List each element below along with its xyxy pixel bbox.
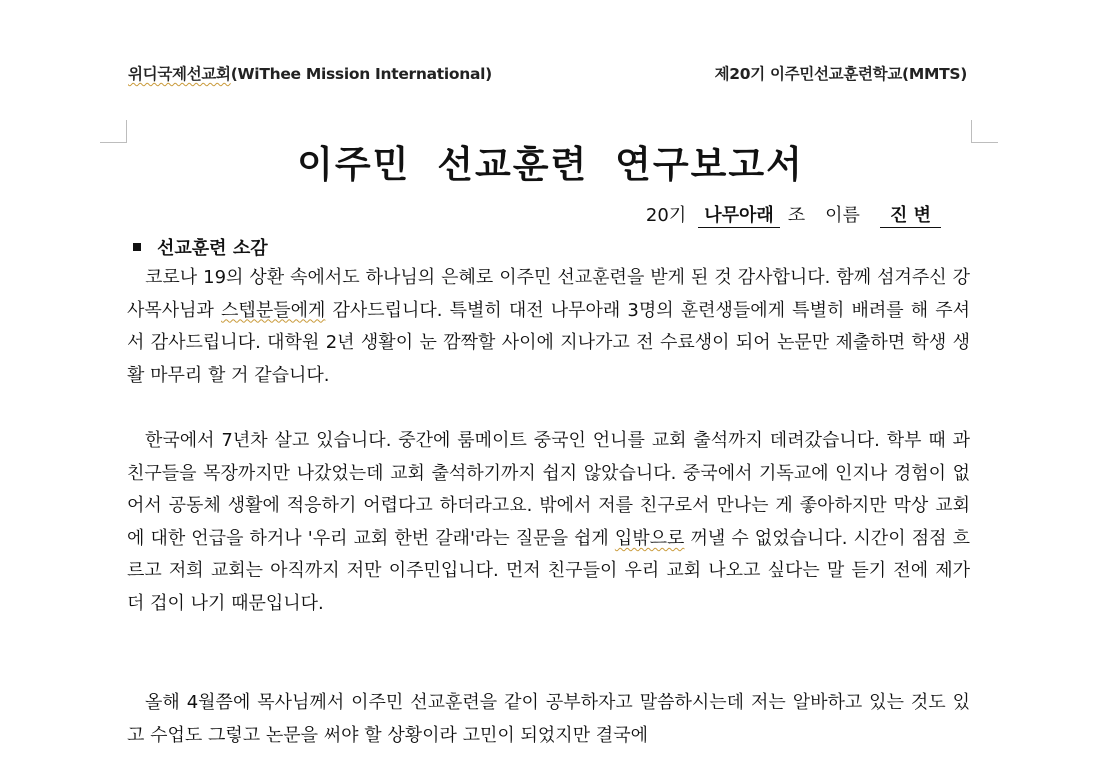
paragraph-3 xyxy=(127,687,970,752)
paragraph-1 xyxy=(127,262,970,392)
author-name: 진 변 xyxy=(880,206,941,228)
paragraph-1-text-a: 코로나 19의 상환 속에서도 하나님의 은혜로 이주민 선교훈련을 받게 된 것 감사합니다. 함께 섬겨주신 강사목사님과 xyxy=(127,267,970,321)
paragraph-2 xyxy=(127,425,970,621)
header-organization xyxy=(128,62,492,84)
paragraph-3-text: 올해 4월쯤에 목사님께서 이주민 선교훈련을 같이 공부하자고 말씀하시는데 저는 알바하고 있는 것도 있고 수업도 그렇고 논문을 써야 할 상황이라 고민이 되었지만 결국에 xyxy=(127,692,970,746)
author-meta-line xyxy=(646,201,941,228)
header-org-english: (WiThee Mission International) xyxy=(230,65,492,83)
header-program: 제20기 이주민선교훈련학교(MMTS) xyxy=(714,65,967,83)
paragraph-2-text-b: 꺼낼 수 없었습니다. 시간이 점점 흐르고 저희 교회는 아직까지 저만 이주민입니다. 먼저 친구들이 우리 교회 나오고 싶다는 말 듣기 전에 제가 더 겁이 나기 때문입니다. xyxy=(127,527,970,614)
name-label: 이름 xyxy=(825,205,860,226)
document-title: 이주민 선교훈련 연구보고서 xyxy=(297,143,804,186)
section-heading-text: 선교훈련 소감 xyxy=(157,238,268,259)
paragraph-2-text-a: 한국에서 7년차 살고 있습니다. 중간에 룸메이트 중국인 언니를 교회 출석까지 데려갔습니다. 학부 때 과 친구들을 목장까지만 나갔었는데 교회 출석하기까지 쉽지 않았습니다. 중국에서 기독교에 인지나 경험이 없어서 공동체 생활에 적응하기 어렵다고 하더라고요. 밖에서 저를 친구로서 만나는 게 좋아하지만 막상 교회에 대한 언급을 하거나 '우리 교회 한번 갈래'라는 질문을 쉽게 xyxy=(127,430,970,549)
paragraph-1-text-b: 감사드립니다. 특별히 대전 나무아래 3명의 훈련생들에게 특별히 배려를 해 주셔서 감사드립니다. 대학원 2년 생활이 눈 깜짝할 사이에 지나가고 전 수료생이 되어 논문만 제출하면 학생 생활 마무리 할 거 같습니다. xyxy=(127,299,970,386)
team-name: 나무아래 xyxy=(698,206,780,228)
paragraph-2-spellcheck-word: 입밖으로 xyxy=(614,527,685,549)
team-suffix: 조 xyxy=(787,205,806,226)
cohort-label: 20기 xyxy=(645,205,687,226)
header-org-korean: 위디국제선교회 xyxy=(128,65,231,83)
section-heading xyxy=(133,234,268,260)
square-bullet-icon xyxy=(133,243,141,251)
paragraph-1-spellcheck-word: 스텝분들에게 xyxy=(221,299,326,321)
